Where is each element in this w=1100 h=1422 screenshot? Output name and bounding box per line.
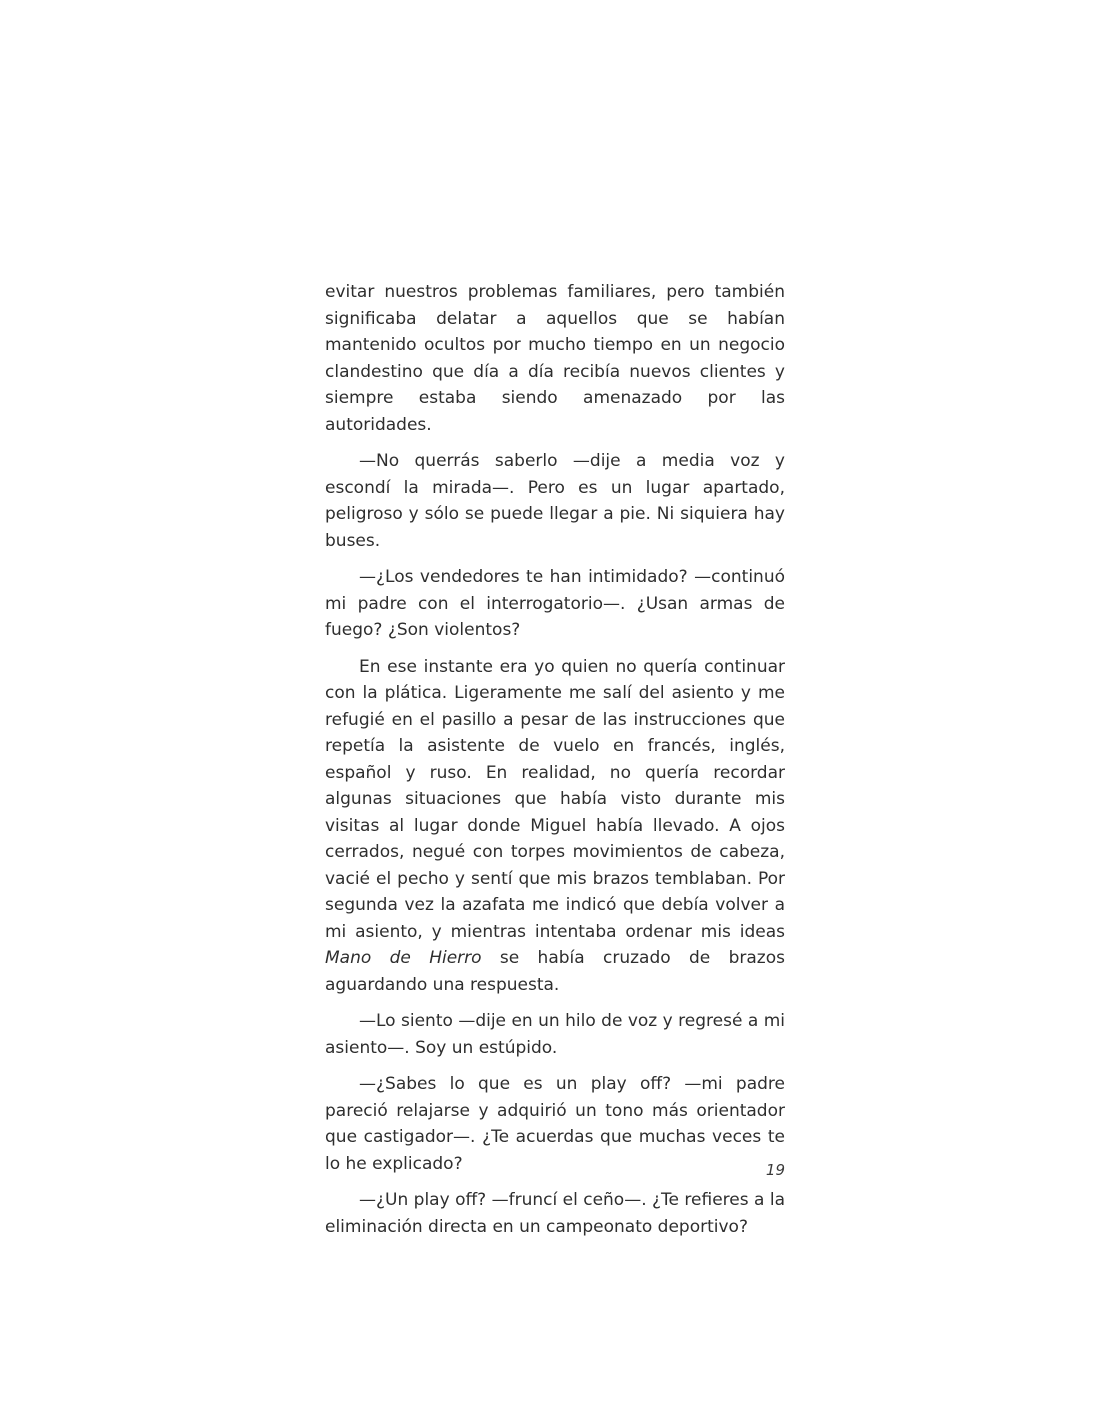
paragraph-4-italic-name: Mano de Hierro	[325, 948, 482, 968]
paragraph-5: —Lo siento —dije en un hilo de voz y regresé a mi asiento—. Soy un estúpido.	[325, 1011, 785, 1058]
body-text	[325, 279, 785, 1240]
paragraph-6: —¿Sabes lo que es un play off? —mi padre pareció relajarse y adquirió un tono más orientador que castigador—. ¿Te acuerdas que muchas veces te lo he explicado?	[325, 1074, 785, 1174]
paragraph-3: —¿Los vendedores te han intimidado? —continuó mi padre con el interrogatorio—. ¿Usan armas de fuego? ¿Son violentos?	[325, 567, 785, 640]
paragraph-2: —No querrás saberlo —dije a media voz y escondí la mirada—. Pero es un lugar apartado, peligroso y sólo se puede llegar a pie. Ni siquiera hay buses.	[325, 451, 785, 551]
paragraph-4-text-before: En ese instante era yo quien no quería continuar con la plática. Ligeramente me salí del asiento y me refugié en el pasillo a pesar de las instrucciones que repetía la asistente de vuelo en francés, inglés, español y ruso. En realidad, no quería recordar algunas situaciones que había visto durante mis visitas al lugar donde Miguel había llevado. A ojos cerrados, negué con torpes movimientos de cabeza, vacié el pecho y sentí que mis brazos temblaban. Por segunda vez la azafata me indicó que debía volver a mi asiento, y mientras intentaba ordenar mis ideas	[325, 656, 785, 942]
paragraph-1: evitar nuestros problemas familiares, pero también significaba delatar a aquellos que se habían mantenido ocultos por mucho tiempo en un negocio clandestino que día a día recibía nuevos clientes y siempre estaba siendo amenazado por las autoridades.	[325, 282, 785, 435]
page-number: 19	[765, 1161, 785, 1179]
paragraph-4	[325, 654, 785, 999]
paragraph-4-text-after: se había cruzado de brazos aguardando una respuesta.	[325, 948, 785, 995]
paragraph-7: —¿Un play off? —fruncí el ceño—. ¿Te refieres a la eliminación directa en un campeonato deportivo?	[325, 1190, 785, 1237]
